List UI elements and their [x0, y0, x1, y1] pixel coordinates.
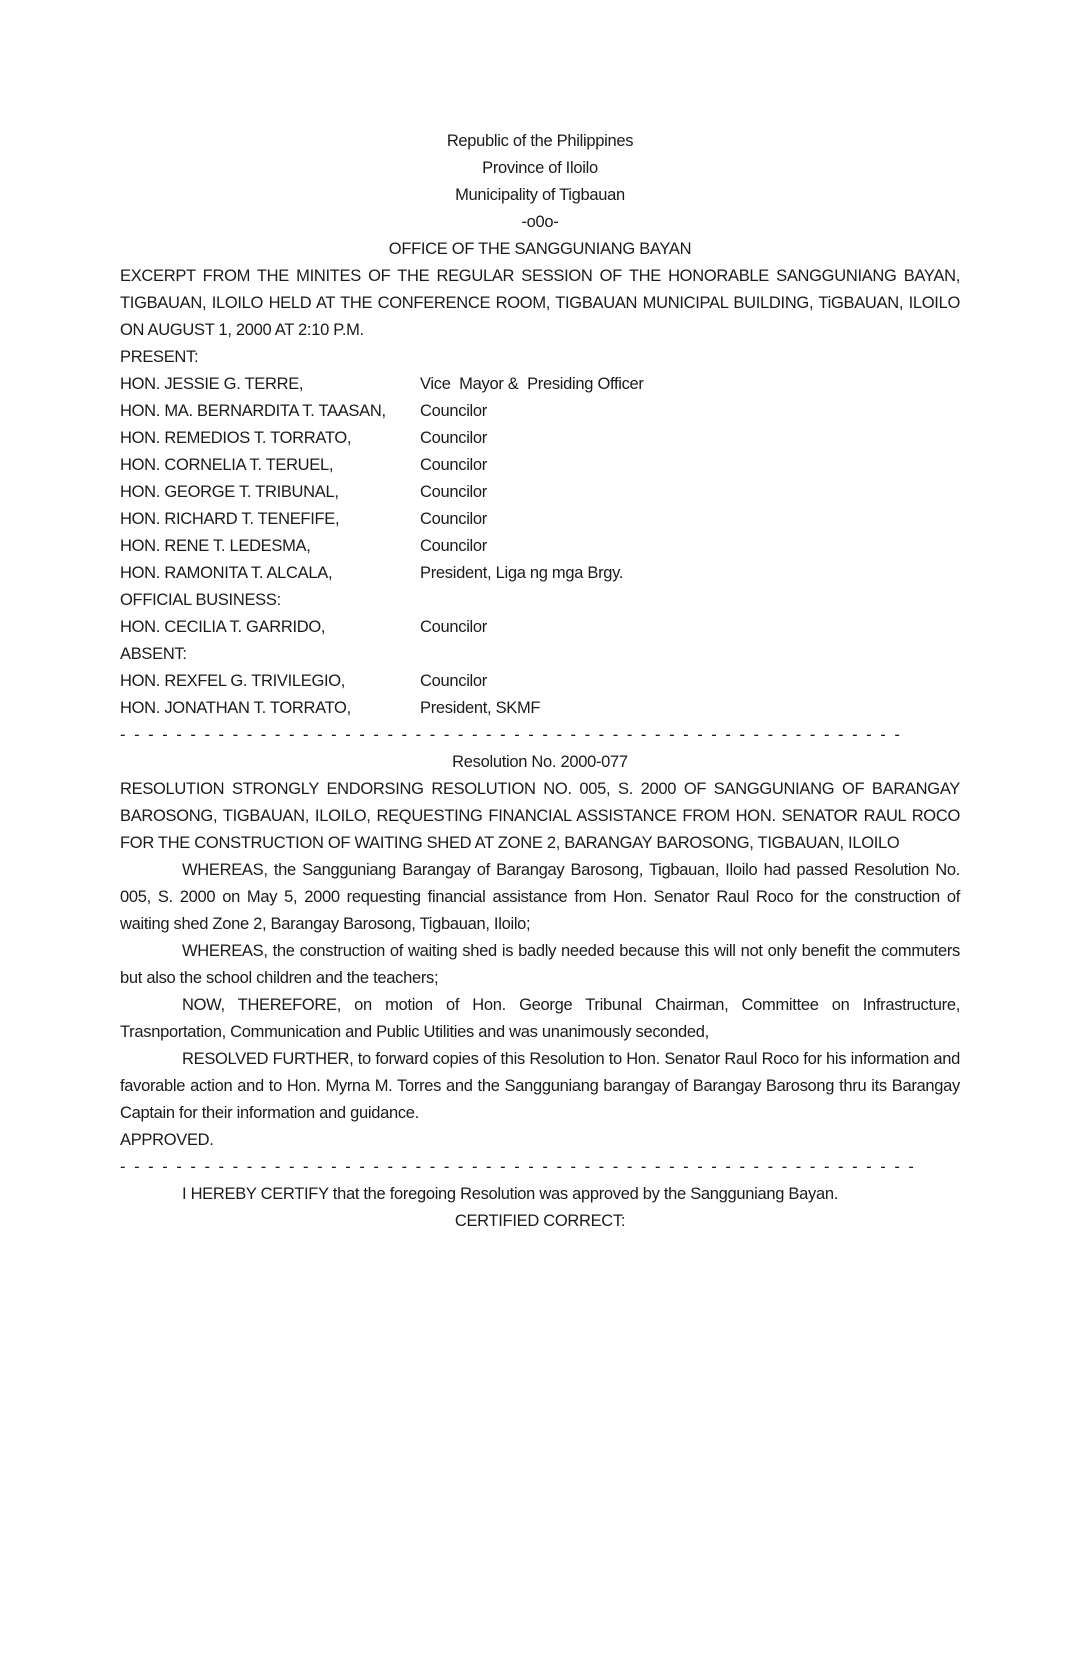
- attendee-role: Vice Mayor & Presiding Officer: [420, 375, 644, 393]
- attendee-row: [120, 614, 960, 641]
- attendee-row: [120, 506, 960, 533]
- dashed-separator-bottom: - - - - - - - - - - - - - - - - - - - - - - - - - - - - - - - - - - - - - - - - - - - - - - - - - - - - - - - - -: [120, 1158, 916, 1176]
- attendee-role: Councilor: [420, 483, 487, 501]
- absent-list: [120, 668, 960, 722]
- header-line-office: OFFICE OF THE SANGGUNIANG BAYAN: [388, 240, 692, 258]
- attendee-name: HON. CECILIA T. GARRIDO,: [120, 618, 326, 636]
- attendee-row: [120, 560, 960, 587]
- header-line-republic: Republic of the Philippines: [446, 132, 634, 150]
- present-label: PRESENT:: [120, 348, 199, 366]
- attendee-role: Councilor: [420, 510, 487, 528]
- certification-line: I HEREBY CERTIFY that the foregoing Resolution was approved by the Sangguniang Bayan.: [182, 1185, 839, 1203]
- attendee-role: Councilor: [420, 429, 487, 447]
- attendee-row: [120, 479, 960, 506]
- paragraph-resolved-further: RESOLVED FURTHER, to forward copies of this Resolution to Hon. Senator Raul Roco for his information and favorable action and to Hon. Myrna M. Torres and the Sangguniang barangay of Barangay Barosong thru its Barangay Captain for their information and guidance.: [120, 1050, 960, 1122]
- attendee-name: HON. JONATHAN T. TORRATO,: [120, 699, 351, 717]
- attendee-row: [120, 668, 960, 695]
- official-business-list: [120, 614, 960, 641]
- header-line-province: Province of Iloilo: [482, 159, 598, 177]
- attendee-name: HON. REMEDIOS T. TORRATO,: [120, 429, 352, 447]
- attendee-name: HON. RENE T. LEDESMA,: [120, 537, 311, 555]
- attendee-role: Councilor: [420, 537, 487, 555]
- attendee-role: President, SKMF: [420, 699, 541, 717]
- attendee-role: Councilor: [420, 456, 487, 474]
- resolution-title: RESOLUTION STRONGLY ENDORSING RESOLUTION NO. 005, S. 2000 OF SANGGUNIANG OF BARANGAY BAROSONG, TIGBAUAN, ILOILO, REQUESTING FINANCIAL ASSISTANCE FROM HON. SENATOR RAUL ROCO FOR THE CONSTRUCTION OF WAITING SHED AT ZONE 2, BARANGAY BAROSONG, TIGBAUAN, ILOILO: [120, 780, 960, 852]
- attendee-role: President, Liga ng mga Brgy.: [420, 564, 624, 582]
- document-header: [120, 128, 960, 263]
- attendee-row: [120, 371, 960, 398]
- attendee-role: Councilor: [420, 618, 487, 636]
- attendee-row: [120, 425, 960, 452]
- attendee-name: HON. JESSIE G. TERRE,: [120, 375, 304, 393]
- attendee-name: HON. RICHARD T. TENEFIFE,: [120, 510, 340, 528]
- attendee-row: [120, 695, 960, 722]
- attendee-name: HON. GEORGE T. TRIBUNAL,: [120, 483, 339, 501]
- certified-correct-label: CERTIFIED CORRECT:: [454, 1212, 626, 1230]
- attendee-name: HON. CORNELIA T. TERUEL,: [120, 456, 334, 474]
- attendee-role: Councilor: [420, 402, 487, 420]
- resolution-number: Resolution No. 2000-077: [452, 753, 628, 771]
- absent-label: ABSENT:: [120, 645, 187, 663]
- attendee-name: HON. RAMONITA T. ALCALA,: [120, 564, 333, 582]
- attendee-name: HON. MA. BERNARDITA T. TAASAN,: [120, 402, 386, 420]
- paragraph-now-therefore: NOW, THEREFORE, on motion of Hon. George Tribunal Chairman, Committee on Infrastructure, Trasnportation, Communication and Public Utilities and was unanimously seconded,: [120, 996, 960, 1041]
- present-list: [120, 371, 960, 587]
- official-business-label: OFFICIAL BUSINESS:: [120, 591, 281, 609]
- attendee-role: Councilor: [420, 672, 487, 690]
- attendee-row: [120, 398, 960, 425]
- approved-line: APPROVED.: [120, 1131, 214, 1149]
- attendee-row: [120, 452, 960, 479]
- attendee-row: [120, 533, 960, 560]
- paragraph-whereas-1: WHEREAS, the Sangguniang Barangay of Barangay Barosong, Tigbauan, Iloilo had passed Resolution No. 005, S. 2000 on May 5, 2000 requesting financial assistance from Hon. Senator Raul Roco for the construction of waiting shed Zone 2, Barangay Barosong, Tigbauan, Iloilo;: [120, 861, 960, 933]
- dashed-separator-top: - - - - - - - - - - - - - - - - - - - - - - - - - - - - - - - - - - - - - - - - - - - - - - - - - - - - - - - -: [120, 726, 902, 744]
- header-line-municipality: Municipality of Tigbauan: [455, 186, 625, 204]
- excerpt-paragraph: EXCERPT FROM THE MINITES OF THE REGULAR SESSION OF THE HONORABLE SANGGUNIANG BAYAN, TIGBAUAN, ILOILO HELD AT THE CONFERENCE ROOM, TIGBAUAN MUNICIPAL BUILDING, TiGBAUAN, ILOILO ON AUGUST 1, 2000 AT 2:10 P.M.: [120, 267, 960, 339]
- attendee-name: HON. REXFEL G. TRIVILEGIO,: [120, 672, 346, 690]
- header-line-ornament: -o0o-: [521, 213, 559, 231]
- paragraph-whereas-2: WHEREAS, the construction of waiting shed is badly needed because this will not only benefit the commuters but also the school children and the teachers;: [120, 942, 960, 987]
